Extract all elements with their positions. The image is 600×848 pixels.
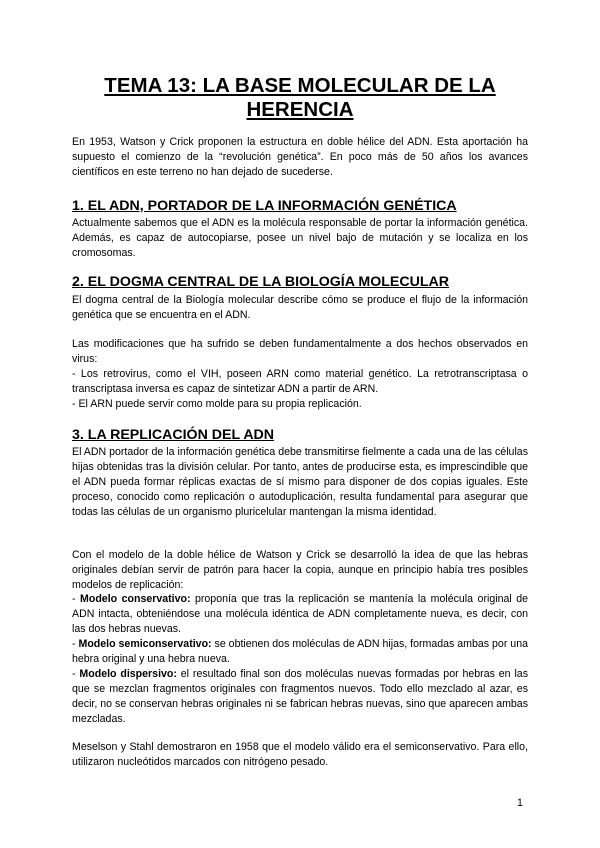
bullet-dash: - <box>72 638 79 650</box>
section-1-heading: 1. EL ADN, PORTADOR DE LA INFORMACIÓN GENÉTICA <box>72 198 457 214</box>
model-semiconservativo-label: Modelo semiconservativo: <box>78 638 212 650</box>
bullet-dash: - <box>72 668 80 680</box>
bullet-dash: - <box>72 593 81 605</box>
section-3-heading: 3. LA REPLICACIÓN DEL ADN <box>72 427 275 443</box>
section-2-heading: 2. EL DOGMA CENTRAL DE LA BIOLOGÍA MOLECULAR <box>72 274 450 290</box>
intro-paragraph: En 1953, Watson y Crick proponen la estructura en doble hélice del ADN. Esta aportación ha supuesto el comienzo de la “revolución genética”. En poco más de 50 años los avances científicos en este terreno no han dejado de sucederse. <box>72 136 528 178</box>
model-dispersivo-item <box>72 667 528 727</box>
page-number: 1 <box>517 797 523 809</box>
page-title <box>72 74 528 122</box>
title-line-2: HERENCIA <box>246 98 354 121</box>
title-line-1: TEMA 13: LA BASE MOLECULAR DE LA <box>104 74 496 97</box>
model-semiconservativo-item <box>72 637 528 667</box>
model-conservativo-item <box>72 592 528 637</box>
section-2-bullet-2: - El ARN puede servir como molde para su propia replicación. <box>72 398 362 410</box>
section-3-paragraph-1: El ADN portador de la información genética debe transmitirse fielmente a cada una de las células hijas obtenidas tras la división celular. Por tanto, antes de producirse esta, es imprescindible que el ADN pueda formar réplicas exactas de sí mismo para disponer de dos copias iguales. Este proceso, conocido como replicación o autoduplicación, resulta fundamental para asegurar que todas las células de un organismo pluricelular mantengan la misma identidad. <box>72 446 528 518</box>
section-3-paragraph-2: Con el modelo de la doble hélice de Watson y Crick se desarrolló la idea de que las hebras originales debían servir de patrón para hacer la copia, aunque en principio había tres posibles modelos de replicación: <box>72 549 528 591</box>
section-2-paragraph-2: Las modificaciones que ha sufrido se deben fundamentalmente a dos hechos observados en virus: <box>72 338 528 365</box>
model-semiconservativo-text: se obtienen dos moléculas de ADN hijas, formadas ambas por una hebra original y una hebra nueva. <box>72 638 528 665</box>
section-3-paragraph-3: Meselson y Stahl demostraron en 1958 que el modelo válido era el semiconservativo. Para ello, utilizaron nucleótidos marcados con nitrógeno pesado. <box>72 741 528 768</box>
section-2-bullet-1: - Los retrovirus, como el VIH, poseen ARN como material genético. La retrotranscriptasa o transcriptasa inversa es capaz de sintetizar ADN a partir de ARN. <box>72 368 528 395</box>
model-conservativo-label: Modelo conservativo: <box>80 593 191 605</box>
section-2-paragraph-1: El dogma central de la Biología molecular describe cómo se produce el flujo de la información genética que se encuentra en el ADN. <box>72 294 528 321</box>
model-dispersivo-text: el resultado final son dos moléculas nuevas formadas por hebras en las que se mezclan fragmentos originales con fragmentos nuevos. Todo ello mezclado al azar, es decir, no se conservan hebras originales ni se fabrican hebras nuevas, sino que aparecen ambas mezcladas. <box>72 668 528 725</box>
section-1-paragraph: Actualmente sabemos que el ADN es la molécula responsable de portar la información genética. Además, es capaz de autocopiarse, posee un nivel bajo de mutación y se localiza en los cromosomas. <box>72 217 528 259</box>
model-dispersivo-label: Modelo dispersivo: <box>79 668 177 680</box>
model-conservativo-text: proponía que tras la replicación se mantenía la molécula original de ADN intacta, obteniéndose una molécula idéntica de ADN completamente nueva, es decir, con las dos hebras nuevas. <box>72 593 528 635</box>
